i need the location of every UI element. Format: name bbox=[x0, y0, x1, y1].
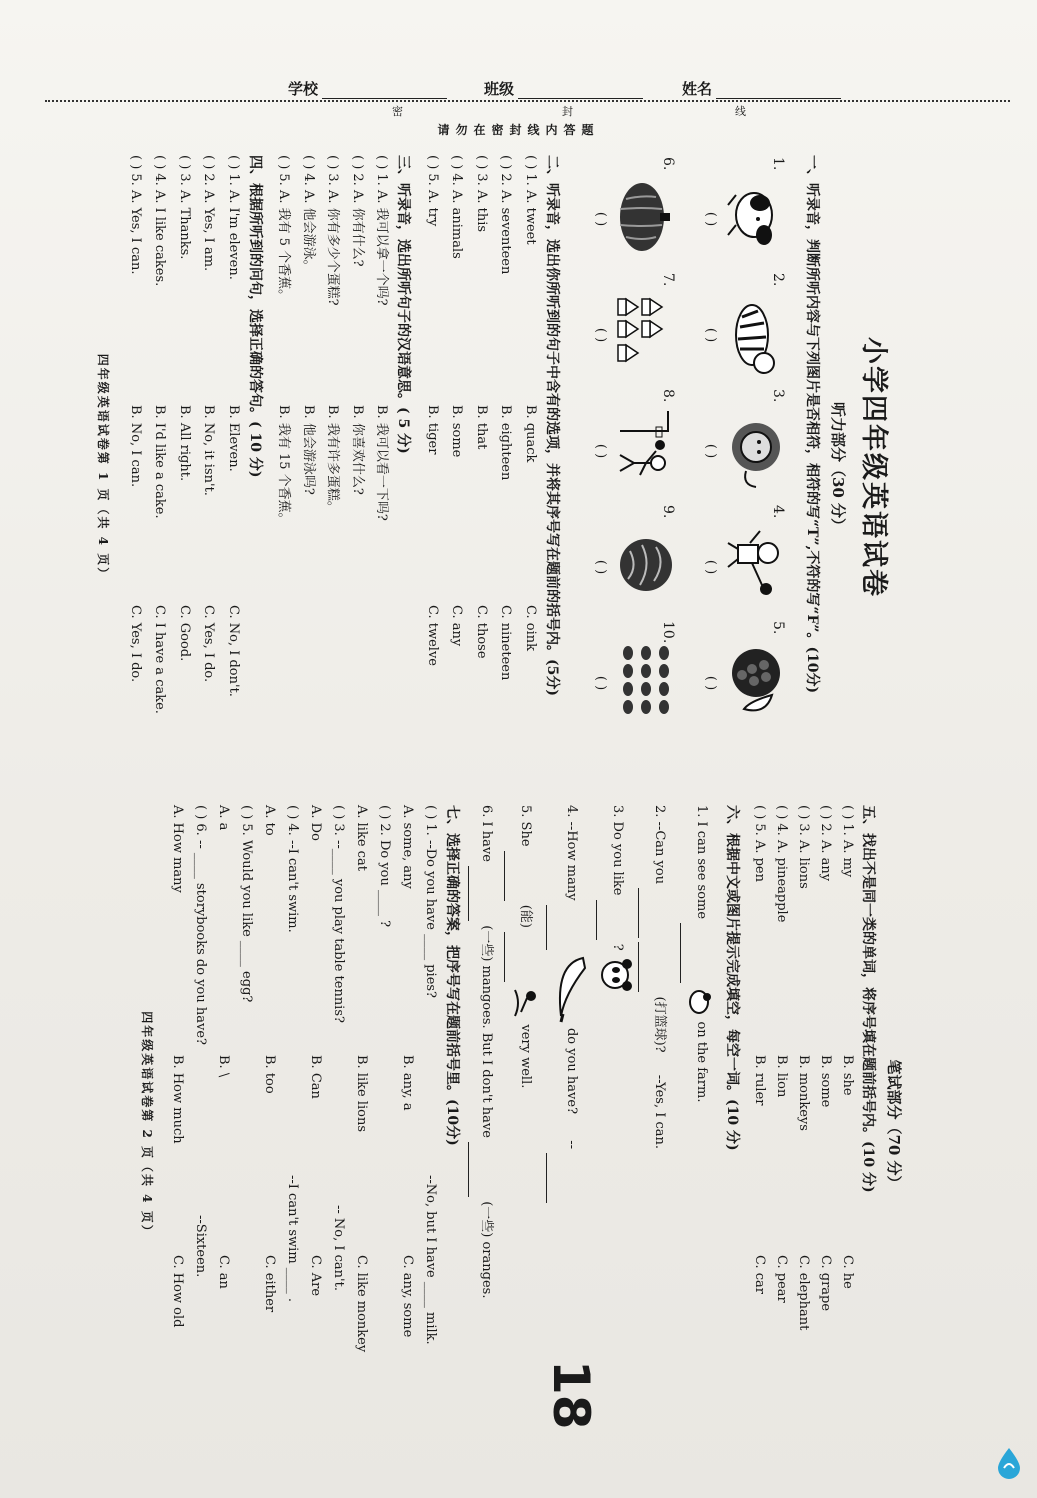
section-1-heading: 一、听录音，判断所听内容与下列图片是否相符，相符的写“T”,不符的写“F”。(10分) bbox=[804, 155, 820, 694]
watermark-logo-icon bbox=[992, 1446, 1026, 1484]
option-row: A. Do B. Can C. Are bbox=[308, 805, 323, 1297]
question-row[interactable]: ( ) 5. A. Yes, I can. B. No, I can. C. Yes, I do. bbox=[128, 155, 143, 683]
section-5-list bbox=[748, 805, 858, 1445]
fill-row: 2. --Can you (打篮球)? --Yes, I can. bbox=[638, 805, 680, 1445]
section-2-list bbox=[420, 155, 543, 780]
picture-item: 10. ( ) bbox=[593, 633, 676, 733]
option-row: A. How many B. How much C. How old bbox=[170, 805, 185, 1328]
section-5-heading: 五、找出不是同一类的单词，将序号填在题前括号内。(10 分) bbox=[860, 805, 876, 1193]
picture-grid bbox=[568, 155, 798, 780]
question-row[interactable]: ( ) 5. Would you like ____ egg? bbox=[239, 805, 254, 1003]
answer-blank[interactable] bbox=[546, 1153, 560, 1203]
dog-icon bbox=[726, 175, 786, 261]
section-6-list bbox=[468, 805, 722, 1445]
name-field[interactable]: 姓名 bbox=[682, 78, 841, 99]
lion-icon bbox=[726, 407, 786, 493]
cabbage-icon bbox=[616, 523, 676, 609]
picture-item: 1. ( ) bbox=[703, 169, 786, 269]
tiger-icon bbox=[726, 291, 786, 377]
question-row[interactable]: ( ) 4. A. pineapple B. lion C. pear bbox=[774, 805, 789, 1303]
basketball-player-icon bbox=[616, 407, 676, 493]
section-6-heading: 六、根据中文或图片提示完成填空，每空一词。(10 分) bbox=[724, 805, 740, 1151]
picture-item: 8. ( ) bbox=[593, 401, 676, 501]
question-row[interactable]: ( ) 2. Do you ____ ? bbox=[377, 805, 392, 928]
seal-words: 密 封 线 bbox=[392, 105, 746, 118]
section-3-list bbox=[271, 155, 394, 780]
question-row[interactable]: ( ) 1. A. 我可以拿一个吗? B. 我可以看一下吗? bbox=[374, 155, 390, 521]
eggs-icon bbox=[616, 639, 676, 725]
question-row[interactable]: ( ) 2. A. seventeen B. eighteen C. nineteen bbox=[498, 155, 514, 681]
class-field[interactable]: 班级 bbox=[484, 78, 643, 99]
score-mark: 18 bbox=[542, 1360, 600, 1430]
cakes-icon bbox=[616, 291, 676, 377]
question-row[interactable]: ( ) 4. A. 他会游泳。 B. 他会游泳吗? bbox=[301, 155, 316, 495]
fill-row: 3. Do you like ? bbox=[596, 805, 638, 1445]
section-7-heading: 七、选择正确的答案，把序号写在题前括号里。(10分) bbox=[444, 805, 460, 1146]
answer-blank[interactable] bbox=[638, 942, 652, 992]
picture-item: 4. ( ) bbox=[703, 517, 786, 617]
option-row: A. some, any B. any, a C. any, some bbox=[400, 805, 415, 1338]
section-4-heading: 四、根据所听到的问句，选择正确的答句。( 10 分) bbox=[247, 155, 263, 478]
question-row[interactable]: ( ) 3. A. Thanks. B. All right. C. Good. bbox=[177, 155, 192, 662]
answer-blank[interactable] bbox=[596, 900, 610, 940]
question-row[interactable]: ( ) 5. A. try B. tiger C. twelve bbox=[425, 155, 440, 666]
answer-blank[interactable] bbox=[546, 905, 560, 950]
page-1-footer: 四年级英语试卷第 1 页（共 4 页） bbox=[96, 353, 111, 582]
grapes-icon bbox=[726, 639, 786, 725]
page-1 bbox=[95, 155, 900, 780]
picture-item: 7. ( ) bbox=[593, 285, 676, 385]
animal-icon bbox=[687, 987, 717, 1017]
fill-row: 5. She (能) very well. bbox=[504, 805, 546, 1445]
kids-swimming-icon bbox=[726, 523, 786, 609]
question-row[interactable]: ( ) 1. A. my B. she C. he bbox=[840, 805, 855, 1289]
question-row[interactable]: ( ) 1. --Do you have ____ pies? --No, but I have ____ milk. bbox=[423, 805, 438, 1345]
banana-icon bbox=[552, 954, 592, 1024]
panda-icon bbox=[600, 955, 636, 995]
picture-item: 9. ( ) bbox=[593, 517, 676, 617]
answer-blank[interactable] bbox=[504, 851, 518, 901]
question-row[interactable]: ( ) 3. A. lions B. monkeys C. elephant bbox=[796, 805, 811, 1331]
picture-item: 3. ( ) bbox=[703, 401, 786, 501]
question-row[interactable]: ( ) 1. A. tweet B. quack C. oink bbox=[523, 155, 538, 651]
answer-blank[interactable] bbox=[680, 923, 694, 983]
question-row[interactable]: ( ) 4. A. animals B. some C. any bbox=[449, 155, 465, 647]
exam-title: 小学四年级英语试卷 bbox=[858, 337, 889, 598]
picture-item: 5. ( ) bbox=[703, 633, 786, 733]
page-2-footer: 四年级英语试卷第 2 页（共 4 页） bbox=[140, 1011, 154, 1239]
pumpkin-icon bbox=[616, 175, 676, 261]
section-4-list bbox=[123, 155, 246, 780]
seal-dotted-line bbox=[45, 100, 1010, 102]
question-row[interactable]: ( ) 4. --I can't swim. --I can't swim ____ . bbox=[285, 805, 300, 1303]
section-3-heading: 三、听录音，选出所听句子的汉语意思。( 5 分) bbox=[395, 155, 412, 454]
option-row: A. to B. too C. either bbox=[262, 805, 277, 1313]
question-row[interactable]: ( ) 6. -- ____ storybooks do you have? --Sixteen. bbox=[193, 805, 208, 1278]
section-7-list bbox=[166, 805, 442, 1445]
swimmer-icon bbox=[510, 986, 542, 1020]
answer-blank[interactable] bbox=[504, 932, 518, 982]
question-row[interactable]: ( ) 3. A. this B. that C. those bbox=[474, 155, 489, 659]
option-row: A. a B. \ C. an bbox=[216, 805, 231, 1289]
writing-heading: 笔试部分（70 分） bbox=[885, 1059, 903, 1191]
question-row[interactable]: ( ) 1. A. I'm eleven. B. Eleven. C. No, I don't. bbox=[226, 155, 241, 697]
fill-row: 6. I have (一些) mangoes. But I don't have (一些) oranges. bbox=[468, 805, 504, 1445]
question-row[interactable]: ( ) 3. --____ you play table tennis? -- No, I can't. bbox=[331, 805, 346, 1291]
question-row[interactable]: ( ) 2. A. 你有什么? B. 你喜欢什么? bbox=[350, 155, 365, 495]
page-2 bbox=[60, 805, 905, 1445]
question-row[interactable]: ( ) 5. A. pen B. ruler C. car bbox=[752, 805, 767, 1294]
answer-blank[interactable] bbox=[638, 888, 652, 938]
seal-notice: 请勿在密封线内答题 bbox=[437, 123, 600, 137]
question-row[interactable]: ( ) 5. A. 我有 5 个香蕉。 B. 我有 15 个香蕉。 bbox=[276, 155, 292, 526]
question-row[interactable]: ( ) 2. A. any B. some C. grape bbox=[818, 805, 833, 1312]
answer-blank[interactable] bbox=[468, 866, 482, 921]
answer-blank[interactable] bbox=[468, 1142, 482, 1197]
picture-item: 6. ( ) bbox=[593, 169, 676, 269]
school-field[interactable]: 学校 bbox=[288, 78, 447, 99]
section-2-heading: 二、听录音，选出你所听到的句子中含有的选项，并将其序号写在题前的括号内。(5分) bbox=[544, 155, 560, 696]
picture-item: 2. ( ) bbox=[703, 285, 786, 385]
question-row[interactable]: ( ) 2. A. Yes, I am. B. No, it isn't. C. Yes, I do. bbox=[201, 155, 217, 683]
listening-heading: 听力部分（30 分） bbox=[829, 401, 847, 534]
fill-row: 1. I can see some on the farm. bbox=[680, 805, 722, 1445]
question-row[interactable]: ( ) 3. A. 你有多少个蛋糕? B. 我有许多蛋糕。 bbox=[325, 155, 341, 514]
option-row: A. like cat B. like lions C. like monkey bbox=[354, 805, 369, 1353]
fill-row: 4. --How many do you have? -- bbox=[546, 805, 596, 1445]
question-row[interactable]: ( ) 4. A. I like cakes. B. I'd like a cake. C. I have a cake. bbox=[152, 155, 168, 714]
